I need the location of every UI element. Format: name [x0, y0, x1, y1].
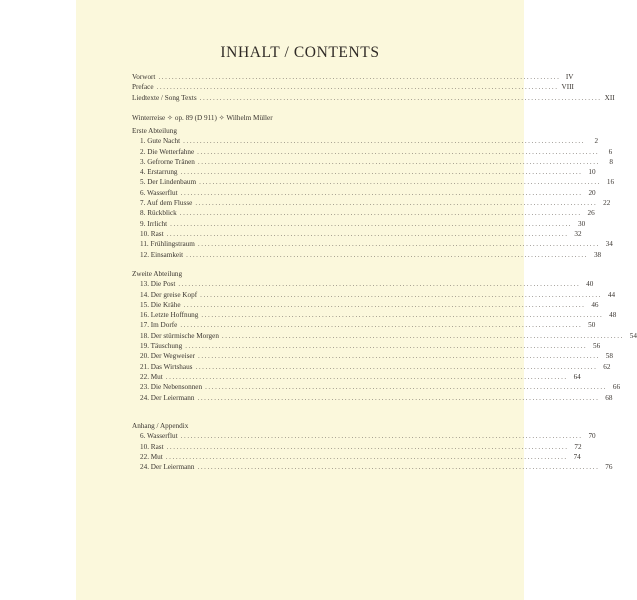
dot-leader: ........................................................................................................................	[178, 280, 581, 289]
work-title-text: Winterreise ✧ op. 89 (D 911) ✧ Wilhelm Müller	[132, 114, 273, 122]
toc-label: 20. Der Wegweiser	[140, 352, 195, 361]
toc-row	[132, 290, 616, 300]
dot-leader: ........................................................................................................................	[180, 432, 583, 441]
toc-row	[132, 198, 611, 208]
toc-label: 6. Wasserflut	[140, 188, 178, 197]
dot-leader: ........................................................................................................................	[205, 383, 608, 392]
dot-leader: ........................................................................................................................	[179, 209, 582, 218]
toc-row	[132, 219, 586, 229]
dot-leader: ........................................................................................................................	[199, 93, 602, 102]
document-page	[76, 0, 637, 600]
dot-leader: ........................................................................................................................	[180, 321, 583, 330]
toc-label: Vorwort	[132, 73, 156, 81]
toc-page: 6	[608, 147, 613, 156]
toc-label: 19. Täuschung	[140, 342, 183, 351]
toc-row	[132, 157, 613, 167]
toc-label: 4. Erstarrung	[140, 168, 178, 177]
toc-row	[132, 310, 617, 320]
toc-label: 8. Rückblick	[140, 209, 177, 218]
toc-page: 32	[574, 229, 582, 238]
toc-page: 48	[609, 311, 617, 320]
appendix-section	[132, 421, 613, 472]
toc-label: 1. Gute Nacht	[140, 137, 181, 146]
toc-row	[132, 208, 595, 218]
toc-label: 10. Rast	[140, 229, 164, 238]
toc-page: 70	[588, 432, 596, 441]
dot-leader: ........................................................................................................................	[166, 442, 569, 451]
toc-label: 12. Einsamkeit	[140, 250, 184, 259]
toc-page: 20	[588, 188, 596, 197]
part2-list	[132, 279, 637, 403]
toc-page: 40	[586, 280, 594, 289]
part1-section	[132, 126, 615, 260]
toc-label: 23. Die Nebensonnen	[140, 383, 203, 392]
toc-row	[132, 372, 581, 382]
toc-row	[132, 239, 613, 249]
dot-leader: ........................................................................................................................	[166, 229, 569, 238]
dot-leader: ........................................................................................................................	[195, 199, 598, 208]
toc-page: 72	[574, 442, 582, 451]
dot-leader: ........................................................................................................................	[197, 157, 600, 166]
toc-label: 21. Das Wirtshaus	[140, 362, 193, 371]
toc-label: 2. Die Wetterfahne	[140, 147, 195, 156]
toc-page: 66	[612, 383, 621, 392]
section-heading: Erste Abteilung	[132, 127, 177, 135]
toc-page: 54	[629, 331, 637, 340]
toc-row	[132, 382, 621, 392]
toc-label: 3. Gefrorne Tränen	[140, 157, 195, 166]
toc-row	[132, 320, 596, 330]
toc-row	[132, 136, 599, 146]
toc-row	[132, 167, 596, 177]
toc-row	[132, 147, 613, 157]
toc-row	[132, 442, 582, 452]
toc-label: 10. Rast	[140, 442, 164, 451]
toc-label: 24. Der Leiermann	[140, 393, 195, 402]
dot-leader: ........................................................................................................................	[158, 73, 561, 81]
toc-page: 26	[587, 209, 595, 218]
toc-row	[132, 82, 574, 92]
toc-row	[132, 300, 599, 310]
work-title	[132, 113, 470, 123]
toc-row	[132, 431, 596, 441]
dot-leader: ........................................................................................................................	[221, 331, 624, 340]
toc-row	[132, 188, 596, 198]
dot-leader: ........................................................................................................................	[183, 300, 586, 309]
section-heading: Anhang / Appendix	[132, 422, 189, 430]
toc-label: 5. Der Lindenbaum	[140, 178, 197, 187]
toc-page: 10	[588, 168, 596, 177]
page-title: INHALT / CONTENTS	[220, 44, 380, 61]
toc-page: 68	[605, 393, 613, 402]
dot-leader: ........................................................................................................................	[199, 178, 602, 187]
toc-row	[132, 177, 615, 187]
toc-page: 34	[605, 240, 613, 249]
toc-row	[132, 341, 601, 351]
toc-page: 58	[605, 352, 613, 361]
toc-page: IV	[565, 73, 574, 81]
appendix-list	[132, 431, 613, 472]
toc-label: Preface	[132, 83, 154, 92]
toc-row	[132, 72, 574, 82]
dot-leader: ........................................................................................................................	[200, 290, 603, 299]
dot-leader: ........................................................................................................................	[180, 168, 583, 177]
toc-page: 74	[573, 452, 581, 461]
toc-page: 22	[603, 199, 611, 208]
toc-label: 7. Auf dem Flusse	[140, 199, 193, 208]
dot-leader: ........................................................................................................................	[197, 240, 600, 249]
toc-page: 2	[594, 137, 599, 146]
toc-row	[132, 279, 594, 289]
toc-label: 11. Frühlingstraum	[140, 240, 195, 249]
toc-label: 6. Wasserflut	[140, 432, 178, 441]
dot-leader: ........................................................................................................................	[195, 362, 598, 371]
part1-list	[132, 136, 615, 260]
dot-leader: ........................................................................................................................	[170, 219, 573, 228]
toc-page: XII	[604, 93, 615, 102]
dot-leader: ........................................................................................................................	[180, 188, 583, 197]
dot-leader: ........................................................................................................................	[201, 311, 604, 320]
toc-row	[132, 351, 613, 361]
toc-label: Liedtexte / Song Texts	[132, 93, 197, 102]
dot-leader: ........................................................................................................................	[197, 393, 600, 402]
toc-page: 64	[573, 372, 581, 381]
toc-label: 18. Der stürmische Morgen	[140, 331, 219, 340]
toc-label: 16. Letzte Hoffnung	[140, 311, 199, 320]
toc-page: VIII	[561, 83, 574, 92]
toc-row	[132, 462, 613, 472]
front-matter-list	[132, 72, 615, 103]
toc-page: 50	[588, 321, 596, 330]
dot-leader: ........................................................................................................................	[165, 452, 568, 461]
toc-page: 44	[607, 290, 616, 299]
toc-page: 8	[609, 157, 613, 166]
toc-label: 22. Mut	[140, 372, 163, 381]
toc-page: 56	[593, 342, 601, 351]
toc-row	[132, 250, 602, 260]
toc-label: 24. Der Leiermann	[140, 463, 195, 472]
toc-row	[132, 331, 637, 341]
dot-leader: ........................................................................................................................	[185, 342, 588, 351]
toc-label: 17. Im Dorfe	[140, 321, 178, 330]
toc-label: 15. Die Krähe	[140, 300, 181, 309]
dot-leader: ........................................................................................................................	[197, 147, 600, 156]
toc-label: 14. Der greise Kopf	[140, 290, 198, 299]
dot-leader: ........................................................................................................................	[197, 352, 600, 361]
toc-page: 16	[606, 178, 615, 187]
toc-label: 13. Die Post	[140, 280, 176, 289]
dot-leader: ........................................................................................................................	[186, 250, 589, 259]
dot-leader: ........................................................................................................................	[183, 137, 586, 146]
part2-section	[132, 269, 637, 403]
toc-page: 62	[603, 362, 611, 371]
toc-label: 9. Irrlicht	[140, 219, 168, 228]
toc-row	[132, 393, 613, 403]
toc-page: 76	[605, 463, 613, 472]
toc-row	[132, 452, 581, 462]
section-heading: Zweite Abteilung	[132, 270, 183, 278]
toc-row	[132, 362, 611, 372]
toc-label: 22. Mut	[140, 452, 163, 461]
toc-page: 46	[591, 300, 599, 309]
toc-row	[132, 93, 615, 103]
dot-leader: ........................................................................................................................	[156, 83, 559, 92]
toc-row	[132, 229, 582, 239]
dot-leader: ........................................................................................................................	[165, 372, 568, 381]
dot-leader: ........................................................................................................................	[197, 463, 600, 472]
toc-page: 30	[577, 219, 586, 228]
toc-page: 38	[593, 250, 602, 259]
